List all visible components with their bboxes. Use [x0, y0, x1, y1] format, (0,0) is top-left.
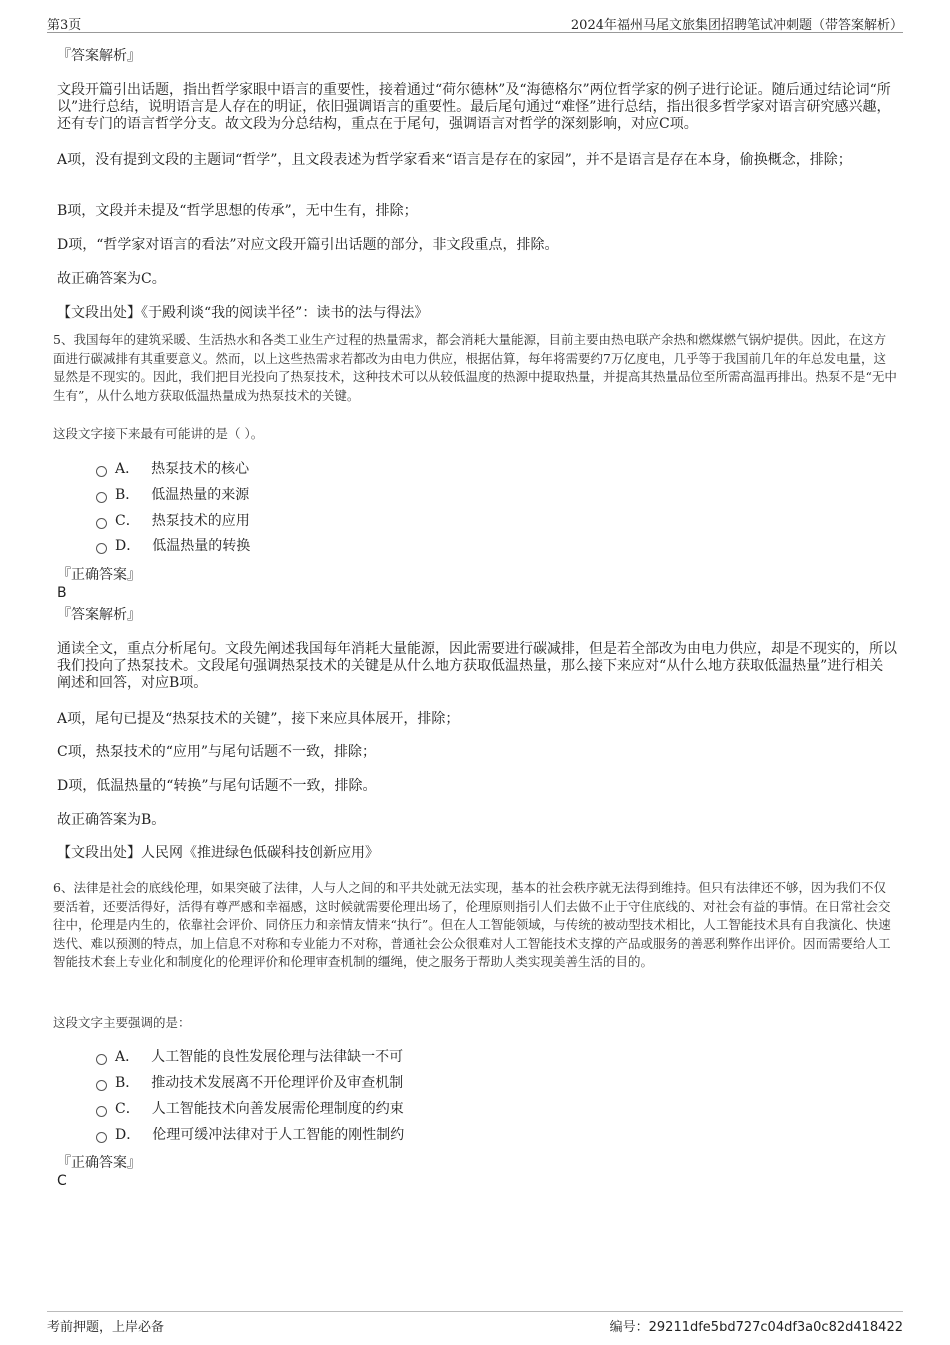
page-header [47, 10, 903, 33]
q5-option-d[interactable]: D． 低温热量的转换 [96, 536, 250, 556]
q4-analysis-label: 『答案解析』 [57, 48, 141, 64]
radio-icon[interactable] [96, 518, 107, 529]
q6-option-c[interactable]: C． 人工智能技术向善发展需伦理制度的约束 [96, 1099, 404, 1119]
radio-icon[interactable] [96, 1080, 107, 1091]
radio-icon[interactable] [96, 1106, 107, 1117]
q5-option-a[interactable]: A． 热泵技术的核心 [96, 459, 249, 479]
document-title: 2024年福州马尾文旅集团招聘笔试冲刺题（带答案解析） [570, 18, 903, 33]
q5-stem: 5、我国每年的建筑采暖、生活热水和各类工业生产过程的热量需求，都会消耗大量能源，目前主要由热电联产余热和燃煤燃气锅炉提供。因此，在这方面进行碳减排有其重要意义。然而，以上这些热需求若都改为由电力供应，根据估算，每年将需要约7万亿度电，几乎等于我国前几年的年总发电量，这显然是不现实的。因此，我们把目光投向了热泵技术，这种技术可以从较低温度的热源中提取热量，并提高其热量品位至所需高温再排出。热泵不是“无中生有”，从什么地方获取低温热量成为热泵技术的关键。 [53, 332, 897, 403]
q5-analysis-p2: A项，尾句已提及“热泵技术的关键”，接下来应具体展开，排除； [57, 711, 460, 727]
footer-slogan: 考前押题，上岸必备 [47, 1320, 165, 1335]
page-footer [47, 1311, 903, 1334]
q5-answer-label: 『正确答案』 [57, 567, 141, 583]
q5-analysis-label: 『答案解析』 [57, 607, 141, 623]
radio-icon[interactable] [96, 492, 107, 503]
q5-analysis-p1: 通读全文，重点分析尾句。文段先阐述我国每年消耗大量能源，因此需要进行碳减排，但是若全部改为由电力供应，却是不现实的，所以我们投向了热泵技术。文段尾句强调热泵技术的关键是从什么地方获取低温热量，那么接下来应对“从什么地方获取低温热量”进行相关阐述和回答，对应B项。 [57, 641, 897, 691]
q6-question: 这段文字主要强调的是： [53, 1015, 191, 1030]
radio-icon[interactable] [96, 1132, 107, 1143]
page-number: 第3页 [47, 18, 82, 33]
q6-option-a[interactable]: A． 人工智能的良性发展伦理与法律缺一不可 [96, 1047, 403, 1067]
radio-icon[interactable] [96, 543, 107, 554]
q6-option-d[interactable]: D． 伦理可缓冲法律对于人工智能的刚性制约 [96, 1125, 404, 1145]
q6-answer: C [57, 1173, 67, 1189]
q5-analysis-p3: C项，热泵技术的“应用”与尾句话题不一致，排除； [57, 744, 377, 760]
q5-question: 这段文字接下来最有可能讲的是（ ）。 [53, 426, 264, 441]
q4-source: 【文段出处】《于殿利谈“我的阅读半径”：读书的法与得法》 [57, 305, 429, 321]
q4-analysis-p3: B项，文段并未提及“哲学思想的传承”，无中生有，排除； [57, 203, 418, 219]
q4-analysis-p2: A项，没有提到文段的主题词“哲学”，且文段表述为哲学家看来“语言是存在的家园”，并不是语言是存在本身，偷换概念，排除； [57, 152, 852, 168]
q5-analysis-p5: 故正确答案为B。 [57, 812, 166, 828]
radio-icon[interactable] [96, 466, 107, 477]
radio-icon[interactable] [96, 1054, 107, 1065]
document-code: 编号：29211dfe5bd727c04df3a0c82d418422 [609, 1320, 903, 1335]
q4-analysis-p1: 文段开篇引出话题，指出哲学家眼中语言的重要性，接着通过“荷尔德林”及“海德格尔”两位哲学家的例子进行论证。随后通过结论词“所以”进行总结，说明语言是人存在的明证，依旧强调语言的重要性。最后尾句通过“难怪”进行总结，指出很多哲学家对语言研究感兴趣，还有专门的语言哲学分支。故文段为分总结构，重点在于尾句，强调语言对哲学的深刻影响，对应C项。 [57, 82, 891, 132]
q6-option-b[interactable]: B． 推动技术发展离不开伦理评价及审查机制 [96, 1073, 403, 1093]
q5-source: 【文段出处】人民网《推进绿色低碳科技创新应用》 [57, 845, 379, 861]
q5-analysis-p4: D项，低温热量的“转换”与尾句话题不一致，排除。 [57, 778, 377, 794]
q4-analysis-p5: 故正确答案为C。 [57, 271, 166, 287]
q6-answer-label: 『正确答案』 [57, 1155, 141, 1171]
q6-stem: 6、法律是社会的底线伦理，如果突破了法律，人与人之间的和平共处就无法实现，基本的社会秩序就无法得到维持。但只有法律还不够，因为我们不仅要活着，还要活得好，活得有尊严感和幸福感，这时候就需要伦理出场了，伦理原则指引人们去做不止于守住底线的、对社会有益的事情。在日常社会交往中，伦理是内生的，依靠社会评价、同侪压力和亲情友情来“执行”。但在人工智能领域，与传统的被动型技术相比，人工智能技术具有自我演化、快速迭代、难以预测的特点，加上信息不对称和专业能力不对称，普通社会公众很难对人工智能技术支撑的产品或服务的善恶利弊作出评价。因而需要给人工智能技术套上专业化和制度化的伦理评价和伦理审查机制的缰绳，使之服务于帮助人类实现美善生活的目的。 [53, 880, 891, 969]
q5-option-c[interactable]: C． 热泵技术的应用 [96, 511, 250, 531]
q5-answer: B [57, 585, 67, 601]
q5-option-b[interactable]: B． 低温热量的来源 [96, 485, 249, 505]
q4-analysis-p4: D项，“哲学家对语言的看法”对应文段开篇引出话题的部分，非文段重点，排除。 [57, 237, 559, 253]
